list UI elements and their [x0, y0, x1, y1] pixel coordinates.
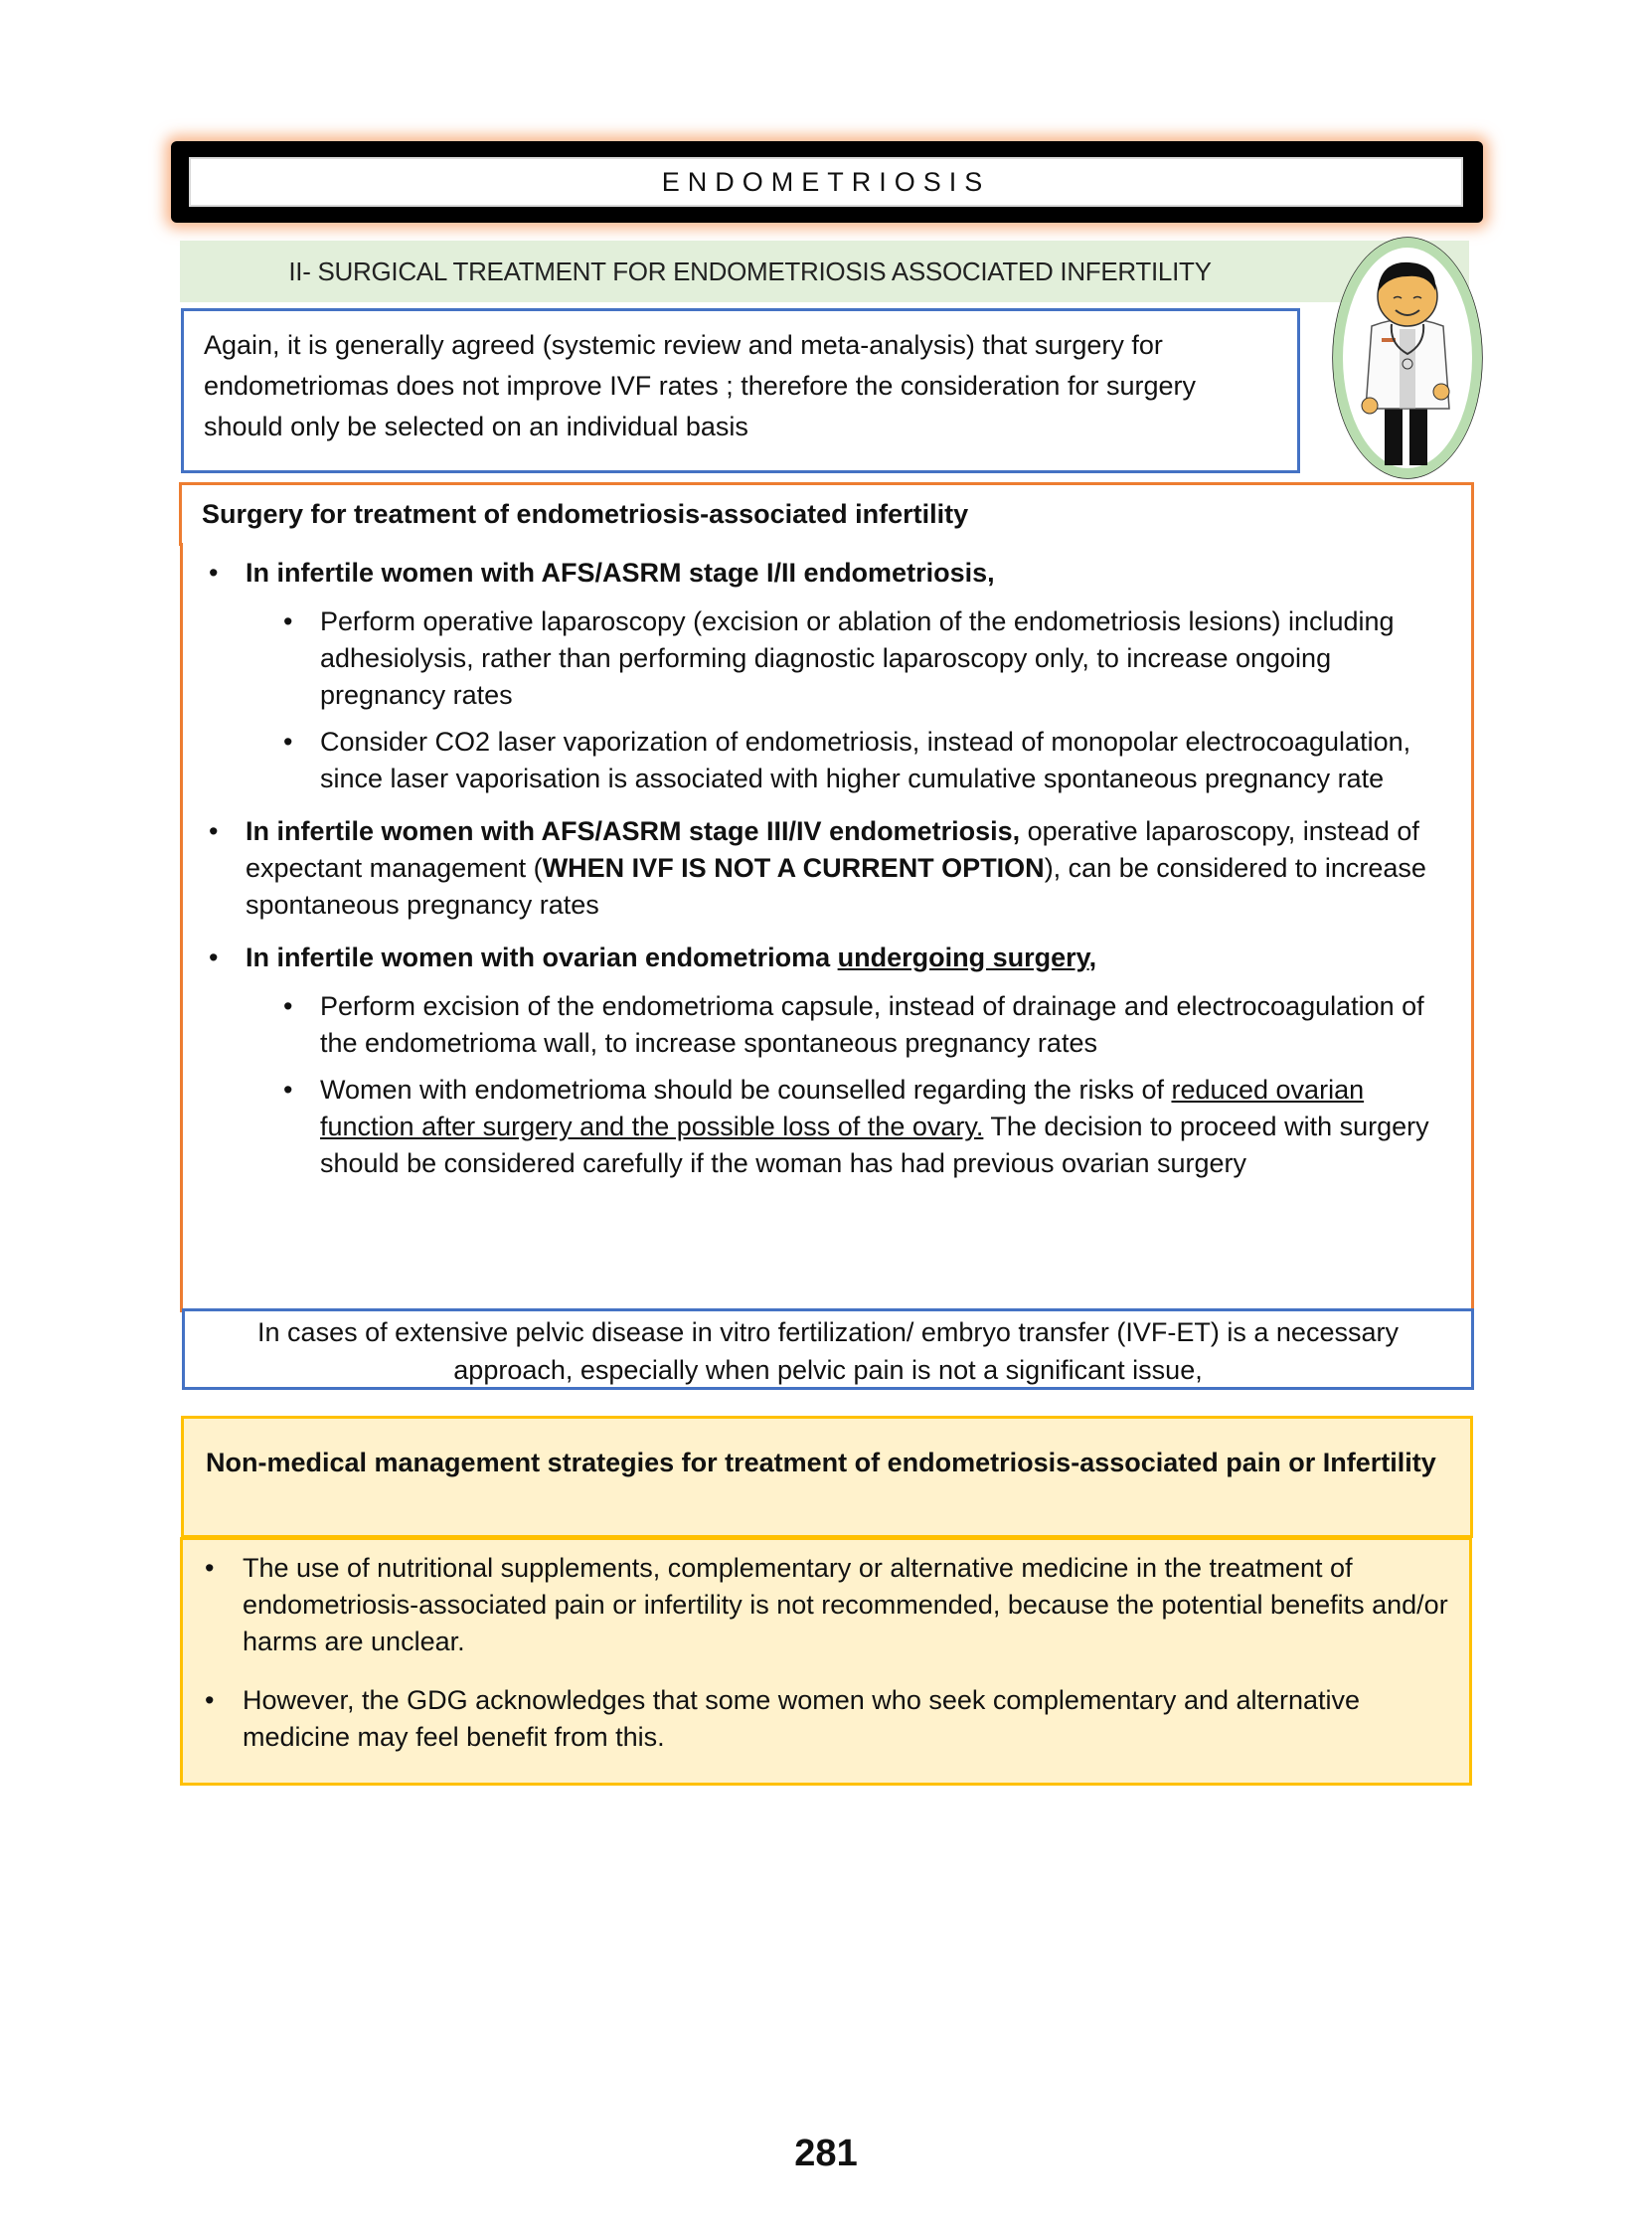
surgery-box-heading: [179, 482, 1474, 546]
bullet-endometrioma: [209, 940, 1451, 976]
title-inner-frame: [189, 157, 1463, 207]
non-medical-body: [180, 1537, 1472, 1786]
sub-bullet-text: The decision to proceed with surgery should be considered carefully if the woman has had previous ovarian surgery: [320, 1112, 1429, 1178]
list-item: [205, 1550, 1449, 1660]
sub-bullet-text: Perform excision of the endometrioma capsule, instead of drainage and electrocoagulation of the endometrioma wall, to increase spontaneous pregnancy rates: [320, 991, 1424, 1058]
sub-bullet: [283, 1072, 1451, 1182]
bullet-underlined: undergoing surgery: [837, 943, 1089, 972]
section-heading: II- SURGICAL TREATMENT FOR ENDOMETRIOSIS ASSOCIATED INFERTILITY: [288, 256, 1212, 286]
page-number: 281: [794, 2133, 858, 2174]
title-banner: [177, 147, 1475, 217]
bullet-text: ), can be considered to increase spontaneous pregnancy rates: [246, 853, 1426, 920]
sub-bullet-text: Women with endometrioma should be counselled regarding the risks of: [320, 1075, 1172, 1105]
bullet-emphasis: WHEN IVF IS NOT A CURRENT OPTION: [542, 853, 1045, 883]
non-medical-heading: Non-medical management strategies for treatment of endometriosis-associated pain or Infertility: [206, 1448, 1436, 1477]
sub-bullet-underlined: reduced ovarian function after surgery and the possible loss of the ovary.: [320, 1075, 1365, 1141]
bullet-lead: In infertile women with AFS/ASRM stage III/IV endometriosis,: [246, 816, 1021, 846]
ivf-note-box: [182, 1308, 1474, 1390]
sub-bullet: [283, 724, 1451, 797]
ivf-note-text: In cases of extensive pelvic disease in vitro fertilization/ embryo transfer (IVF-ET) is a necessary approach, especially when pelvic pain is not a significant issue,: [257, 1317, 1399, 1385]
surgery-box-body: [180, 543, 1474, 1312]
bullet-stage-3-4: [209, 813, 1451, 924]
sub-bullet: [283, 603, 1451, 714]
sub-bullet-text: Perform operative laparoscopy (excision or ablation of the endometriosis lesions) including adhesiolysis, rather than performing diagnostic laparoscopy only, to increase ongoing pregnancy rates: [320, 606, 1395, 710]
section-heading-band: [180, 241, 1469, 302]
intro-text: Again, it is generally agreed (systemic review and meta-analysis) that surgery for endometriomas does not improve IVF rates ; therefore the consideration for surgery should only be selected on an individual basis: [204, 330, 1196, 441]
surgery-heading-text: Surgery for treatment of endometriosis-associated infertility: [202, 498, 969, 529]
bullet-tail: ,: [1088, 943, 1097, 972]
bullet-lead: In infertile women with AFS/ASRM stage I/II endometriosis,: [246, 558, 995, 588]
sub-bullet-text: Consider CO2 laser vaporization of endometriosis, instead of monopolar electrocoagulation, since laser vaporisation is associated with higher cumulative spontaneous pregnancy rate: [320, 727, 1411, 793]
list-item-text: The use of nutritional supplements, complementary or alternative medicine in the treatment of endometriosis-associated pain or infertility is not recommended, because the potential benefits and/or harms are unclear.: [243, 1553, 1448, 1656]
bullet-lead: In infertile women with ovarian endometrioma: [246, 943, 838, 972]
doctor-illustration-icon: [1330, 235, 1485, 481]
sub-bullet: [283, 988, 1451, 1062]
list-item-text: However, the GDG acknowledges that some women who seek complementary and alternative medicine may feel benefit from this.: [243, 1685, 1361, 1752]
intro-box: [181, 308, 1300, 473]
list-item: [205, 1682, 1449, 1756]
bullet-text: operative laparoscopy, instead of expectant management (: [246, 816, 1419, 883]
bullet-stage-1-2: [209, 555, 1451, 592]
page-title: ENDOMETRIOSIS: [661, 166, 991, 197]
non-medical-heading-box: [181, 1416, 1473, 1538]
